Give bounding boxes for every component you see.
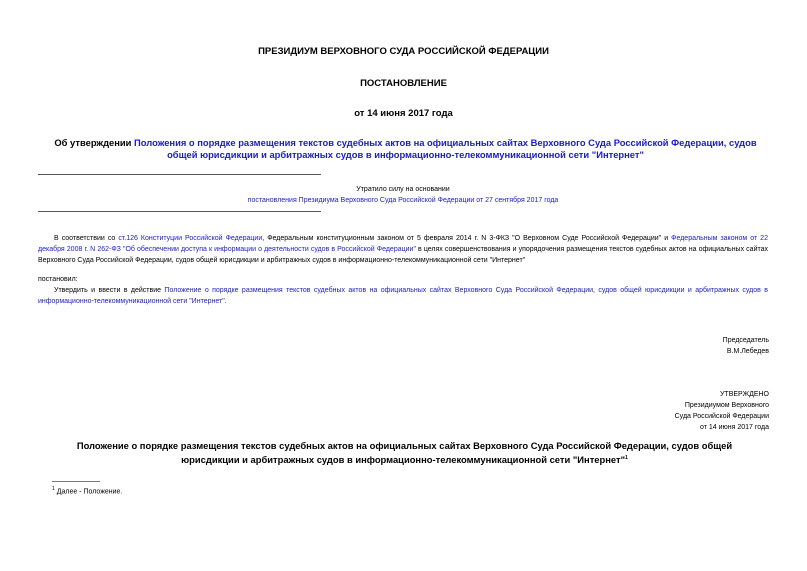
document-title [48, 137, 763, 161]
regulation-title-text: Положение о порядке размещения текстов судебных актов на официальных сайтах Верховного Суда Российской Федерации, судов общей юрисдикции и арбитражных судов в информационно-телекоммуникационной сети "Интернет" [76, 440, 733, 466]
approved-line-3: Суда Российской Федерации [674, 413, 769, 420]
footnote-marker[interactable]: 1 [625, 455, 628, 461]
footnote [52, 484, 122, 497]
divider-bottom [38, 211, 321, 212]
regulation-title [52, 440, 757, 466]
federal-law-link[interactable]: Федеральным законом от 22 декабря 2008 г. N 262-ФЗ "Об обеспечении доступа к информации о деятельности судов в Российской Федерации" [38, 235, 768, 253]
constitution-link[interactable]: ст.126 Конституции Российской Федерации [118, 235, 263, 242]
divider-top [38, 174, 321, 175]
preamble-text-4: в целях совершенствования и упорядочения размещения текстов судебных актов на официальных сайтах Верховного Суда Российской Федерации, судов общей юрисдикции и арбитражных судов в информационно-телекоммуникационной сети "Интернет" [38, 246, 768, 264]
preamble-text-1: В соответствии со [54, 235, 119, 242]
signature-name: В.М.Лебедев [726, 348, 769, 355]
status-line-1: Утратило силу на основании [356, 186, 450, 193]
approved-line-1: УТВЕРЖДЕНО [719, 391, 769, 398]
repeal-decree-link[interactable]: постановления Президиума Верховного Суда Российской Федерации от 27 сентября 2017 года [247, 197, 559, 204]
approve-text-2: . [224, 298, 227, 305]
preamble-paragraph [38, 233, 768, 266]
decides-label: постановил: [38, 276, 78, 283]
approved-line-2: Президиумом Верховного [684, 402, 769, 409]
preamble-text-3: и [661, 235, 672, 242]
document-type: ПОСТАНОВЛЕНИЕ [360, 78, 447, 89]
approved-line-4: от 14 июня 2017 года [699, 424, 769, 431]
footnote-divider [52, 481, 100, 482]
status-line-2 [38, 195, 768, 206]
regulation-title-link[interactable]: Положения о порядке размещения текстов судебных актов на официальных сайтах Верховного Суда Российской Федерации, судов общей юрисдикции и арбитражных судов в информационно-телекоммуникационной сети "Интернет" [134, 137, 757, 160]
approve-paragraph [38, 285, 768, 307]
title-prefix: Об утверждении [54, 137, 135, 148]
preamble-text-2: , Федеральным конституционным законом от 5 февраля 2014 г. N 3-ФКЗ "О Верховном Суде Российской Федерации" [262, 235, 662, 242]
footnote-number: 1 [52, 486, 55, 492]
document-date: от 14 июня 2017 года [354, 108, 453, 119]
approve-text-1: Утвердить и ввести в действие [54, 287, 165, 294]
footnote-text: Далее - Положение. [54, 488, 123, 496]
signature-role: Председатель [722, 337, 769, 344]
court-heading: ПРЕЗИДИУМ ВЕРХОВНОГО СУДА РОССИЙСКОЙ ФЕДЕРАЦИИ [258, 46, 549, 57]
approve-regulation-link[interactable]: Положение о порядке размещения текстов судебных актов на официальных сайтах Верховного Суда Российской Федерации, судов общей юрисдикции и арбитражных судов в информационно-телекоммуникационной сети "Интернет" [38, 287, 768, 305]
